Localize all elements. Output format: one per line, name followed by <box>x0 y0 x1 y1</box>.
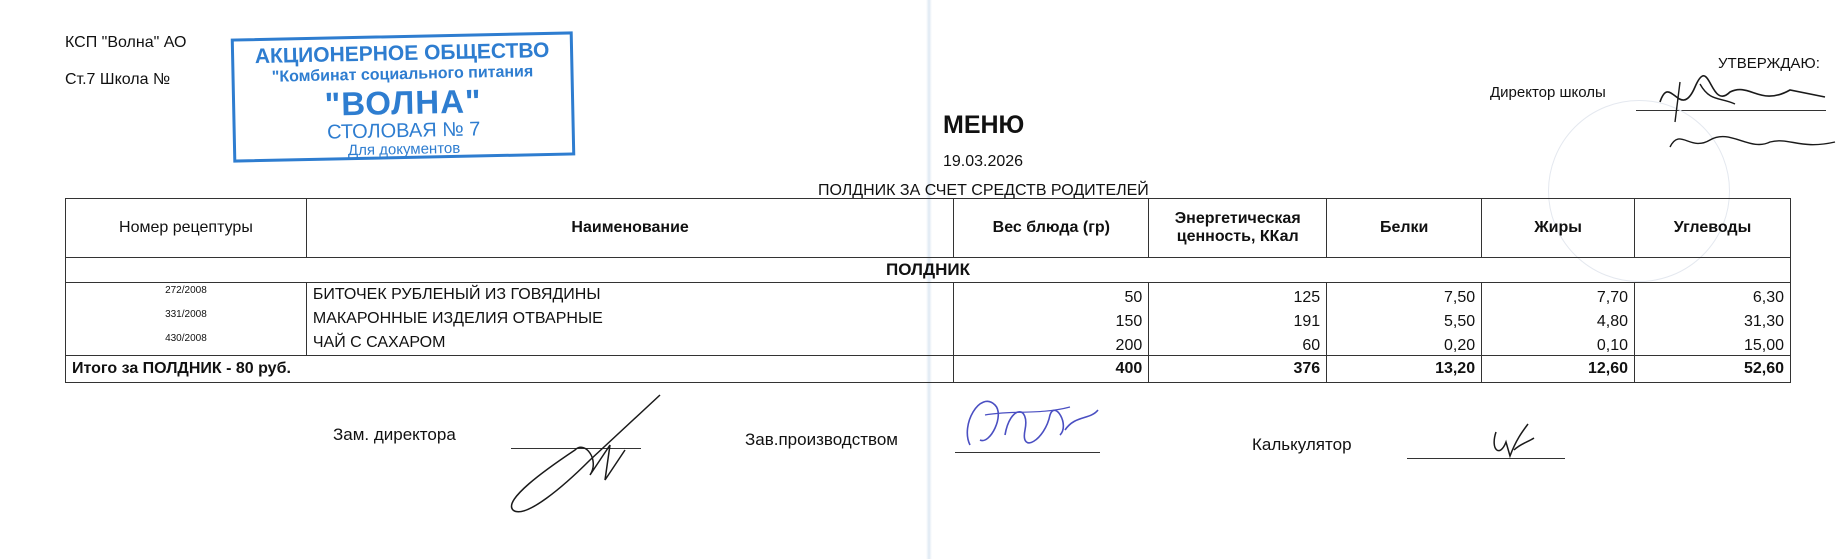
menu-table <box>65 198 1791 383</box>
stamp-line-5: Для документов <box>347 140 461 160</box>
protein-value: 5,50 <box>1443 313 1476 330</box>
stamp-line-4: СТОЛОВАЯ № 7 <box>326 118 481 145</box>
deputy-label: Зам. директора <box>333 425 456 444</box>
carbs-value: 15,00 <box>1743 337 1784 354</box>
header-fat: Жиры <box>1482 199 1635 258</box>
header-energy: Энергетическая ценность, ККал <box>1149 199 1327 258</box>
energy-cell <box>1149 283 1327 356</box>
page-title: МЕНЮ <box>943 111 1025 139</box>
carbs-value: 31,30 <box>1743 313 1784 330</box>
header-name: Наименование <box>306 199 954 258</box>
fat-cell <box>1482 283 1635 356</box>
dish-name: БИТОЧЕК РУБЛЕНЫЙ ИЗ ГОВЯДИНЫ <box>312 286 601 303</box>
calculator-signature-line <box>1407 458 1565 459</box>
recipe-code: 430/2008 <box>165 333 207 344</box>
table-header-row <box>66 199 1791 258</box>
total-carbs: 52,60 <box>1635 356 1791 383</box>
carbs-cell <box>1635 283 1791 356</box>
stamp <box>231 31 576 162</box>
energy-value: 125 <box>1293 289 1321 306</box>
production-signature-icon <box>950 385 1100 460</box>
director-signature-icon <box>1640 62 1839 162</box>
section-row <box>66 258 1791 283</box>
stamp-line-1: АКЦИОНЕРНОЕ ОБЩЕСТВО <box>254 38 550 69</box>
calculator-label: Калькулятор <box>1252 435 1352 454</box>
fat-value: 7,70 <box>1596 289 1629 306</box>
director-label: Директор школы <box>1490 84 1606 101</box>
weight-cell <box>954 283 1149 356</box>
production-label: Зав.производством <box>745 430 898 449</box>
total-weight: 400 <box>954 356 1149 383</box>
total-fat: 12,60 <box>1482 356 1635 383</box>
total-label: Итого за ПОЛДНИК - 80 руб. <box>66 356 954 383</box>
organization-name: КСП "Волна" АО <box>65 34 187 51</box>
recipe-code: 272/2008 <box>165 285 207 296</box>
dish-name: ЧАЙ С САХАРОМ <box>312 334 446 351</box>
menu-date: 19.03.2026 <box>943 153 1024 170</box>
weight-value: 200 <box>1115 337 1143 354</box>
menu-subtitle: ПОЛДНИК ЗА СЧЕТ СРЕДСТВ РОДИТЕЛЕЙ <box>818 182 1149 199</box>
calculator-signature-icon <box>1488 420 1538 462</box>
header-recipe: Номер рецептуры <box>66 199 307 258</box>
section-title: ПОЛДНИК <box>66 258 1791 283</box>
fat-value: 4,80 <box>1596 313 1629 330</box>
recipe-code: 331/2008 <box>165 309 207 320</box>
school-name: Ст.7 Школа № <box>65 71 171 88</box>
protein-value: 0,20 <box>1443 337 1476 354</box>
energy-value: 191 <box>1293 313 1321 330</box>
stamp-line-2: "Комбинат социального питания <box>271 63 534 86</box>
energy-value: 60 <box>1302 337 1321 354</box>
header-carbs: Углеводы <box>1635 199 1791 258</box>
approve-label: УТВЕРЖДАЮ: <box>1718 55 1820 72</box>
protein-cell <box>1327 283 1482 356</box>
table-row <box>66 283 1791 356</box>
fat-value: 0,10 <box>1596 337 1629 354</box>
protein-value: 7,50 <box>1443 289 1476 306</box>
deputy-signature-icon <box>505 390 675 530</box>
recipe-cell <box>66 283 307 356</box>
header-weight: Вес блюда (гр) <box>954 199 1149 258</box>
total-protein: 13,20 <box>1327 356 1482 383</box>
carbs-value: 6,30 <box>1752 289 1784 306</box>
dish-name: МАКАРОННЫЕ ИЗДЕЛИЯ ОТВАРНЫЕ <box>312 310 603 327</box>
total-energy: 376 <box>1149 356 1327 383</box>
header-protein: Белки <box>1327 199 1482 258</box>
weight-value: 50 <box>1124 289 1143 306</box>
total-row <box>66 356 1791 383</box>
name-cell <box>306 283 954 356</box>
weight-value: 150 <box>1115 313 1143 330</box>
stamp-line-3: "ВОЛНА" <box>324 82 482 123</box>
